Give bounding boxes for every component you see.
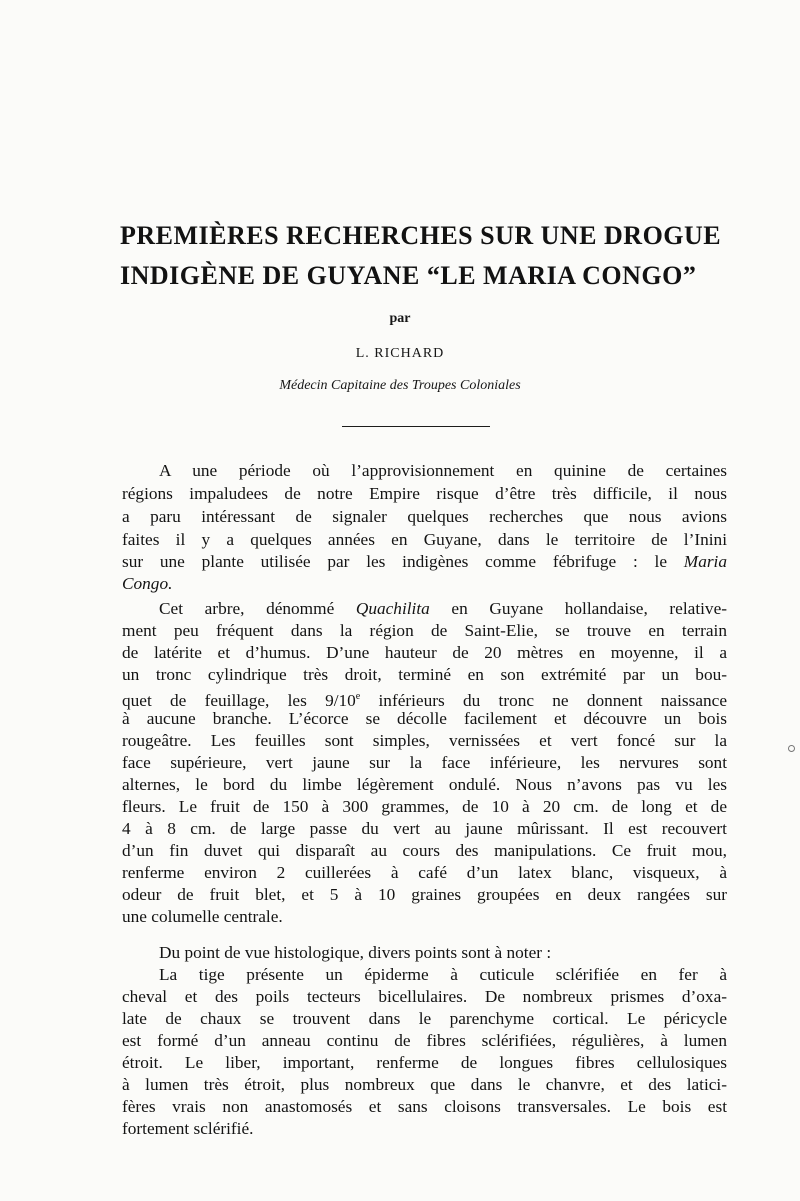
p1-line-2: régions impaludees de notre Empire risque d’être très difficile, il nous [122, 484, 727, 503]
p4-line-5: étroit. Le liber, important, renferme de longues fibres cellulosiques [122, 1053, 727, 1072]
p2-line-6: à aucune branche. L’écorce se décolle facilement et découvre un bois [122, 709, 727, 728]
p3-line-1: Du point de vue histologique, divers points sont à noter : [159, 943, 552, 962]
p1-line-4: faites il y a quelques années en Guyane, dans le territoire de l’Inini [122, 530, 727, 549]
p2-line-1-italic: Quachilita [355, 599, 430, 618]
p4-line-3: late de chaux se trouvent dans le parenchyme cortical. Le péricycle [122, 1009, 727, 1028]
p2-line-12: d’un fin duvet qui disparaît au cours des manipulations. Ce fruit mou, [122, 841, 727, 860]
p2-line-11: 4 à 8 cm. de large passe du vert au jaune mûrissant. Il est recouvert [122, 819, 727, 838]
author-name: L. RICHARD [355, 346, 445, 361]
p4-line-8: fortement sclérifié. [122, 1119, 254, 1138]
title-line-2: INDIGÈNE DE GUYANE “LE MARIA CONGO” [120, 261, 697, 290]
p1-line-5 [122, 552, 727, 572]
author-affiliation: Médecin Capitaine des Troupes Coloniales [279, 378, 521, 393]
p2-line-2: ment peu fréquent dans la région de Saint-Elie, se trouve en terrain [122, 621, 727, 640]
p2-line-9: alternes, le bord du limbe légèrement ondulé. Nous n’avons pas vu les [122, 775, 727, 794]
p1-line-5-italic: Maria [683, 552, 727, 571]
p2-line-8: face supérieure, vert jaune sur la face inférieure, les nervures sont [122, 753, 727, 772]
p1-line-1: A une période où l’approvisionnement en quinine de certaines [159, 461, 727, 480]
p2-line-14: odeur de fruit blet, et 5 à 10 graines groupées en deux rangées sur [122, 885, 727, 904]
p4-line-2: cheval et des poils tecteurs bicellulaires. De nombreux prismes d’oxa- [122, 987, 727, 1006]
p2-line-5-text-a: quet de feuillage, les 9/10 [122, 690, 356, 710]
p2-line-5-text-b: inférieurs du tronc ne donnent naissance [360, 690, 727, 710]
p2-line-3: de latérite et d’humus. D’une hauteur de 20 mètres en moyenne, il a [122, 643, 727, 662]
p1-line-6: Congo. [122, 574, 173, 593]
p2-line-13: renferme environ 2 cuillerées à café d’un latex blanc, visqueux, à [122, 863, 727, 882]
p2-line-5 [122, 687, 727, 711]
p2-line-5-superscript: e [355, 691, 361, 702]
title-separator-rule [342, 426, 490, 427]
p2-line-7: rougeâtre. Les feuilles sont simples, vernissées et vert foncé sur la [122, 731, 727, 750]
p4-line-1: La tige présente un épiderme à cuticule sclérifiée en fer à [159, 965, 727, 984]
byline: par [389, 311, 411, 326]
p1-line-3: a paru intéressant de signaler quelques recherches que nous avions [122, 507, 727, 526]
title-line-1: PREMIÈRES RECHERCHES SUR UNE DROGUE [120, 221, 722, 250]
p2-line-1 [159, 599, 727, 619]
p2-line-15: une columelle centrale. [122, 907, 283, 926]
p1-line-5-text: sur une plante utilisée par les indigènes comme fébrifuge : le [122, 552, 684, 571]
p4-line-4: est formé d’un anneau continu de fibres sclérifiées, régulières, à lumen [122, 1031, 727, 1050]
margin-mark [788, 745, 795, 752]
p2-line-10: fleurs. Le fruit de 150 à 300 grammes, de 10 à 20 cm. de long et de [122, 797, 727, 816]
p4-line-6: à lumen très étroit, plus nombreux que dans le chanvre, et des latici- [122, 1075, 727, 1094]
p4-line-7: fères vrais non anastomosés et sans cloisons transversales. Le bois est [122, 1097, 727, 1116]
p2-line-1-text-a: Cet arbre, dénommé [159, 599, 356, 618]
p2-line-4: un tronc cylindrique très droit, terminé en son extrémité par un bou- [122, 665, 727, 684]
p2-line-1-text-c: en Guyane hollandaise, relative- [429, 599, 727, 618]
